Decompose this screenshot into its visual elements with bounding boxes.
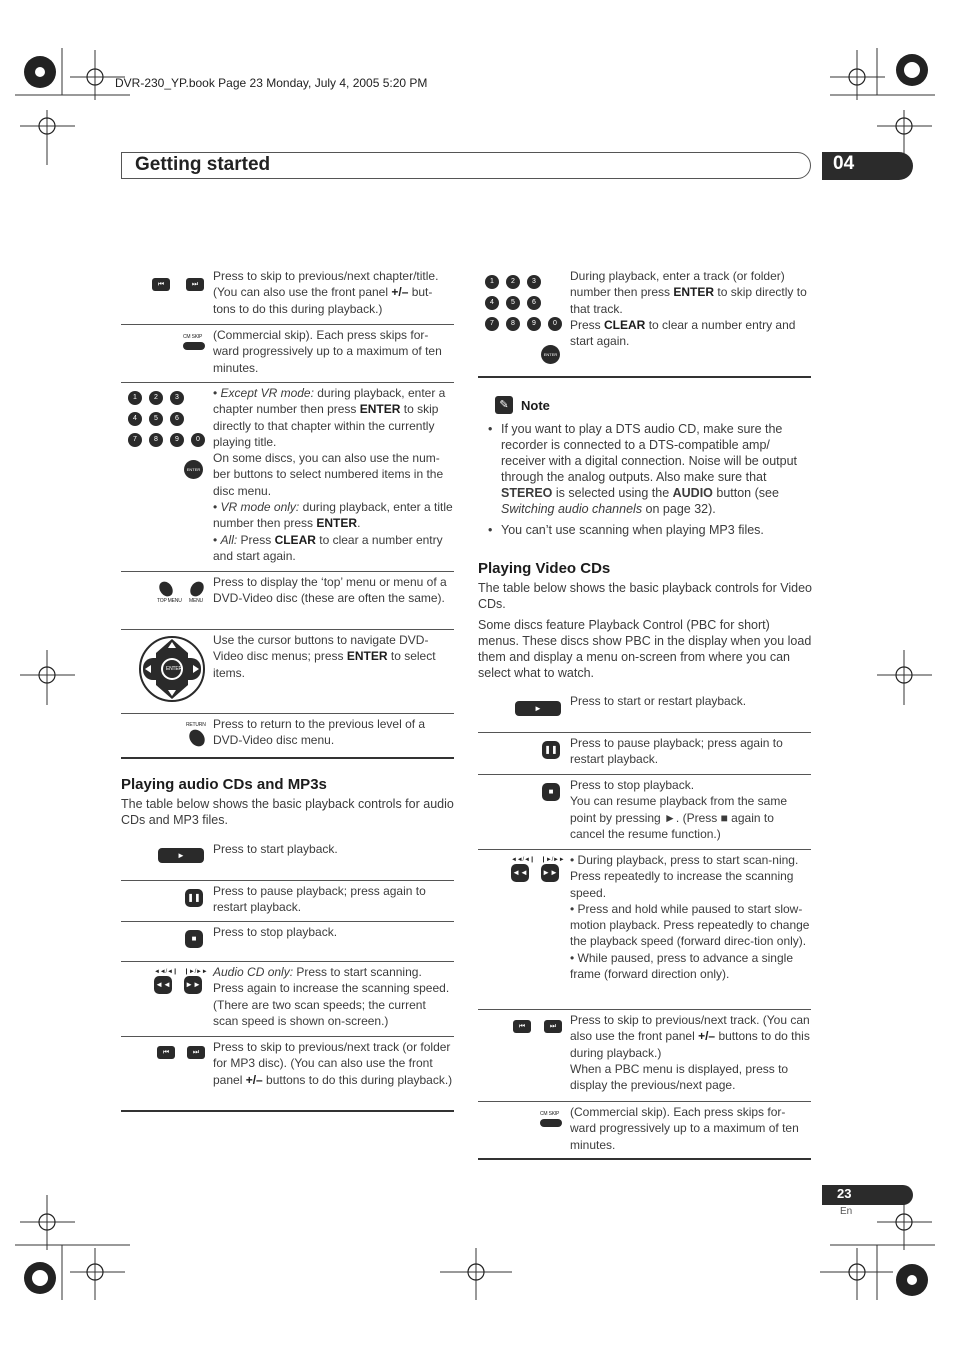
number-button-4: 4: [128, 412, 142, 426]
note-item: • You can’t use scanning when playing MP3 files.: [488, 523, 764, 537]
number-button-7: 7: [128, 433, 142, 447]
top-menu-icon: [157, 580, 207, 600]
row-text: Press to pause playback; press again to restart playback.: [570, 736, 783, 767]
row-text: Press to display the ‘top’ menu or menu of a DVD-Video disc (these are often the same).: [213, 575, 447, 606]
audio-intro: The table below shows the basic playback controls for audio CDs and MP3 files.: [121, 797, 454, 827]
number-button-0: 0: [548, 317, 562, 331]
number-button-1: 1: [128, 391, 142, 405]
row-text: Press to start or restart playback.: [570, 694, 747, 708]
number-button-1: 1: [485, 275, 499, 289]
section-title: Getting started: [135, 154, 271, 175]
number-button-4: 4: [485, 296, 499, 310]
number-button-9: 9: [170, 433, 184, 447]
row-text: Use the cursor buttons to navigate DVD-Video disc menus; press ENTER to select items.: [213, 633, 436, 680]
ffw-icon: ►►: [541, 864, 559, 882]
note-heading: Note: [521, 398, 550, 413]
rew-icon: ◄◄: [154, 976, 172, 994]
number-button-6: 6: [527, 296, 541, 310]
ffw-label: ❙►/►►: [184, 969, 208, 975]
table-row: [478, 1010, 811, 1102]
table-row: [121, 325, 454, 383]
row-text: • Except VR mode: during playback, enter a chapter number then press ENTER to skip directly to that chapter within the currently playing title. On some discs, you can also use the num-ber buttons to select numbered items in the disc menu. • VR mode only: during playback, enter a title number then press ENTER. • All: Press CLEAR to clear a number entry and start again.: [213, 386, 453, 563]
table-row: [121, 839, 454, 881]
number-button-8: 8: [506, 317, 520, 331]
table-row: [121, 962, 454, 1037]
table-row: [121, 572, 454, 630]
note-icon: ✎: [495, 396, 513, 414]
number-button-2: 2: [149, 391, 163, 405]
table-row: [478, 266, 811, 378]
table-row: [121, 630, 454, 714]
vcd-intro-1: The table below shows the basic playback controls for Video CDs.: [478, 581, 812, 611]
vcd-intro-2: Some discs feature Playback Control (PBC for short) menus. These discs show PBC in the display when you load them and display a menu on-screen from where you can select what to watch.: [478, 618, 812, 680]
rew-icon: ◄◄: [511, 864, 529, 882]
next-icon: ⏭: [544, 1020, 562, 1033]
row-text: Press to skip to previous/next track (or folder for MP3 disc). (You can also use the front panel +/– buttons to do this during playback.): [213, 1040, 453, 1087]
section-title-bar: [121, 152, 811, 179]
rew-label: ◄◄/◄❙: [511, 857, 535, 863]
chapter-number: 04: [833, 153, 855, 174]
prev-icon: ⏮: [513, 1020, 531, 1033]
vcd-heading: Playing Video CDs: [478, 560, 611, 577]
menu-label: MENU: [189, 598, 203, 604]
number-button-2: 2: [506, 275, 520, 289]
table-row: [478, 1102, 811, 1160]
row-text: Press to stop playback. You can resume playback from the same point by pressing ►. (Press ■ again to cancel the resume function.): [570, 778, 788, 841]
chapter-tab: [822, 152, 913, 180]
table-row: [121, 266, 454, 325]
row-text: (Commercial skip). Each press skips for-ward progressively up to a maximum of ten minutes.: [570, 1105, 799, 1152]
language-code: En: [840, 1206, 853, 1217]
cm-skip-label: CM SKIP: [540, 1111, 560, 1117]
stop-icon: ■: [542, 783, 560, 801]
return-icon: [185, 727, 209, 749]
play-icon: ►: [158, 848, 204, 863]
enter-button: ENTER: [184, 460, 203, 479]
table-row: [121, 881, 454, 922]
number-button-3: 3: [170, 391, 184, 405]
play-icon: ►: [515, 701, 561, 716]
next-icon: ⏭: [187, 1046, 205, 1059]
note-item: • If you want to play a DTS audio CD, make sure the recorder is connected to a DTS-compatible amp/ receiver with a digital connection. Noise will be output through the analog outputs. Also make sure that STEREO is selected using the AUDIO button (see Switching audio channels on page 32).: [488, 422, 797, 516]
row-text: During playback, enter a track (or folder) number then press ENTER to skip directly to that track. Press CLEAR to clear a number entry and start again.: [570, 269, 807, 349]
table-row: [121, 922, 454, 962]
row-text: Press to pause playback; press again to restart playback.: [213, 884, 426, 915]
number-button-5: 5: [506, 296, 520, 310]
row-text: Press to stop playback.: [213, 925, 338, 939]
number-buttons-icon: [478, 266, 570, 376]
ffw-icon: ►►: [184, 976, 202, 994]
table-row: [478, 733, 811, 775]
row-text: • During playback, press to start scan-ning. Press repeatedly to increase the scanning speed. • Press and hold while paused to start slow-motion playback. Press repeatedly to change the playback speed (forward direc-tion only). • While paused, press to advance a single frame (forward direction only).: [570, 853, 810, 982]
icon-cell: [121, 266, 213, 324]
row-text: Press to start playback.: [213, 842, 338, 856]
number-button-0: 0: [191, 433, 205, 447]
prev-icon: ⏮: [157, 1046, 175, 1059]
cm-skip-label: CM SKIP: [183, 334, 203, 340]
table-row: [478, 691, 811, 733]
cm-skip-icon: [183, 342, 205, 350]
pause-icon: ❚❚: [542, 741, 560, 759]
table-row: [478, 775, 811, 850]
number-button-8: 8: [149, 433, 163, 447]
number-button-9: 9: [527, 317, 541, 331]
page-tab: [822, 1185, 913, 1205]
cm-skip-icon: [540, 1119, 562, 1127]
next-icon: ⏭: [186, 278, 204, 291]
top-menu-label: TOP MENU: [157, 598, 182, 604]
page-number: 23: [837, 1186, 852, 1201]
number-button-5: 5: [149, 412, 163, 426]
enter-button: ENTER: [541, 345, 560, 364]
row-text: Press to skip to previous/next chapter/title. (You can also use the front panel +/– but-tons to do this during playback.): [213, 269, 439, 316]
row-text: Audio CD only: Press to start scanning. Press again to increase the scanning speed. (There are two scan speeds; the current scan speed is shown on-screen.): [213, 965, 450, 1028]
row-text: (Commercial skip). Each press skips for-ward progressively up to a maximum of ten minutes.: [213, 328, 442, 375]
table-row: [478, 850, 811, 1010]
table-row: [121, 714, 454, 759]
row-text: Press to return to the previous level of a DVD-Video disc menu.: [213, 717, 426, 748]
row-text: Press to skip to previous/next track. (You can also use the front panel +/– buttons to do this during playback.) When a PBC menu is displayed, press to display the previous/next page.: [570, 1013, 810, 1093]
table-row: [121, 1037, 454, 1112]
rew-label: ◄◄/◄❙: [154, 969, 178, 975]
number-button-7: 7: [485, 317, 499, 331]
return-label: RETURN: [186, 722, 206, 728]
enter-label: ENTER: [166, 666, 182, 672]
table-row: [121, 383, 454, 572]
number-button-3: 3: [527, 275, 541, 289]
audio-heading: Playing audio CDs and MP3s: [121, 776, 327, 793]
ffw-label: ❙►/►►: [541, 857, 565, 863]
stop-icon: ■: [185, 930, 203, 948]
number-buttons-icon: [121, 383, 213, 571]
prev-icon: ⏮: [152, 278, 170, 291]
print-header: DVR-230_YP.book Page 23 Monday, July 4, 2005 5:20 PM: [115, 76, 428, 90]
number-button-6: 6: [170, 412, 184, 426]
pause-icon: ❚❚: [185, 889, 203, 907]
